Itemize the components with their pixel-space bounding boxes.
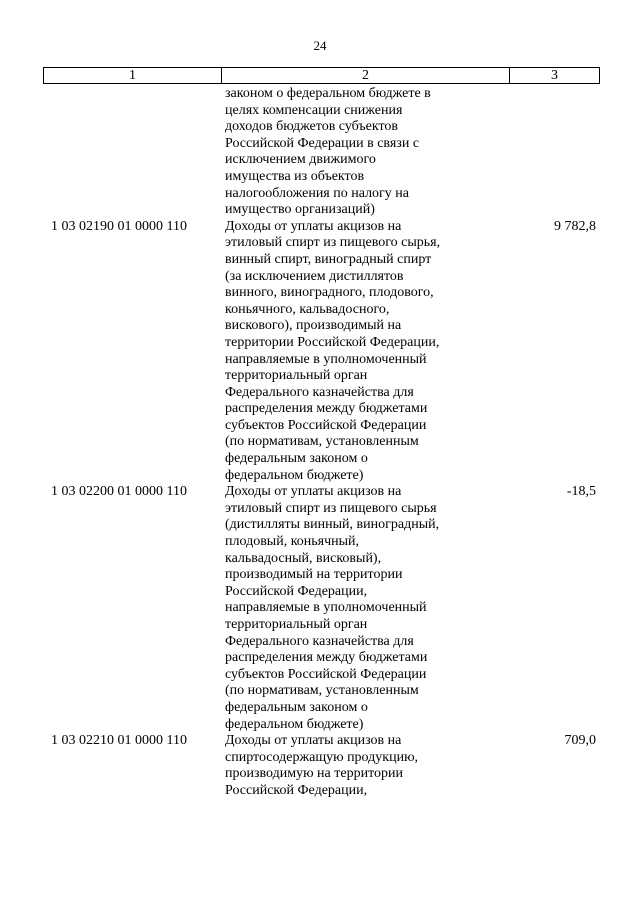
description-line: (за исключением дистиллятов <box>225 268 404 284</box>
description-line: Доходы от уплаты акцизов на <box>225 218 402 234</box>
description-line: федеральном бюджете) <box>225 467 364 483</box>
description-line: субъектов Российской Федерации <box>225 417 427 433</box>
description-line: производимый на территории <box>225 567 403 583</box>
description-line: (по нормативам, установленным <box>225 434 419 450</box>
budget-code <box>43 86 221 219</box>
description-line: направляемые в уполномоченный <box>225 600 427 616</box>
description-line: направляемые в уполномоченный <box>225 351 427 367</box>
description-line: имущества из объектов <box>225 168 365 184</box>
description-line: исключением движимого <box>225 152 376 168</box>
description-line: Доходы от уплаты акцизов на <box>225 484 402 500</box>
description-line: федеральным законом о <box>225 699 368 715</box>
table-row <box>43 86 600 219</box>
table-row <box>43 484 600 733</box>
description-line: Российской Федерации в связи с <box>225 135 420 151</box>
description-line: федеральном бюджете) <box>225 716 364 732</box>
page-number: 24 <box>313 38 327 53</box>
description-line: доходов бюджетов субъектов <box>225 119 399 135</box>
description-line: территории Российской Федерации, <box>225 334 440 350</box>
income-description <box>221 86 509 219</box>
header-col-3: 3 <box>551 68 558 83</box>
description-line: Доходы от уплаты акцизов на <box>225 733 402 749</box>
description-line: имущество организаций) <box>225 202 375 218</box>
description-line: винного, виноградного, плодового, <box>225 285 434 301</box>
table-row <box>43 219 600 485</box>
description-line: субъектов Российской Федерации <box>225 666 427 682</box>
table-header-row <box>43 67 600 84</box>
income-description <box>221 219 509 485</box>
description-line: этиловый спирт из пищевого сырья, <box>225 235 441 251</box>
budget-code: 1 03 02190 01 0000 110 <box>51 218 187 234</box>
budget-code: 1 03 02200 01 0000 110 <box>51 484 187 500</box>
description-line: целях компенсации снижения <box>225 102 403 118</box>
table-row <box>43 733 600 799</box>
budget-code: 1 03 02210 01 0000 110 <box>51 733 187 749</box>
description-line: спиртосодержащую продукцию, <box>225 749 419 765</box>
header-col-2: 2 <box>222 68 510 83</box>
amount-value <box>509 86 600 219</box>
table-body <box>43 86 600 800</box>
description-line: кальвадосный, висковый), <box>225 550 382 566</box>
description-line: распределения между бюджетами <box>225 650 428 666</box>
description-line: Федерального казначейства для <box>225 384 414 400</box>
amount-value: 709,0 <box>564 733 596 749</box>
description-line: территориальный орган <box>225 617 368 632</box>
description-line: Российской Федерации, <box>225 782 368 798</box>
description-line: распределения между бюджетами <box>225 401 428 417</box>
description-line: территориальный орган <box>225 368 368 384</box>
description-line: вискового), производимый на <box>225 318 402 334</box>
amount-value: 9 782,8 <box>554 218 596 234</box>
income-description <box>221 733 509 799</box>
amount-value: -18,5 <box>566 484 596 500</box>
description-line: федеральным законом о <box>225 451 368 467</box>
description-line: плодовый, коньячный, <box>225 534 360 550</box>
description-line: винный спирт, виноградный спирт <box>225 251 432 267</box>
description-line: (по нормативам, установленным <box>225 683 419 699</box>
description-line: законом о федеральном бюджете в <box>225 86 431 101</box>
description-line: коньячного, кальвадосного, <box>225 301 390 317</box>
description-line: (дистилляты винный, виноградный, <box>225 517 440 533</box>
income-description <box>221 484 509 733</box>
description-line: Федерального казначейства для <box>225 633 414 649</box>
header-col-1: 1 <box>44 68 222 83</box>
description-line: этиловый спирт из пищевого сырья <box>225 500 437 516</box>
description-line: Российской Федерации, <box>225 583 368 599</box>
description-line: производимую на территории <box>225 766 404 782</box>
description-line: налогообложения по налогу на <box>225 185 410 201</box>
